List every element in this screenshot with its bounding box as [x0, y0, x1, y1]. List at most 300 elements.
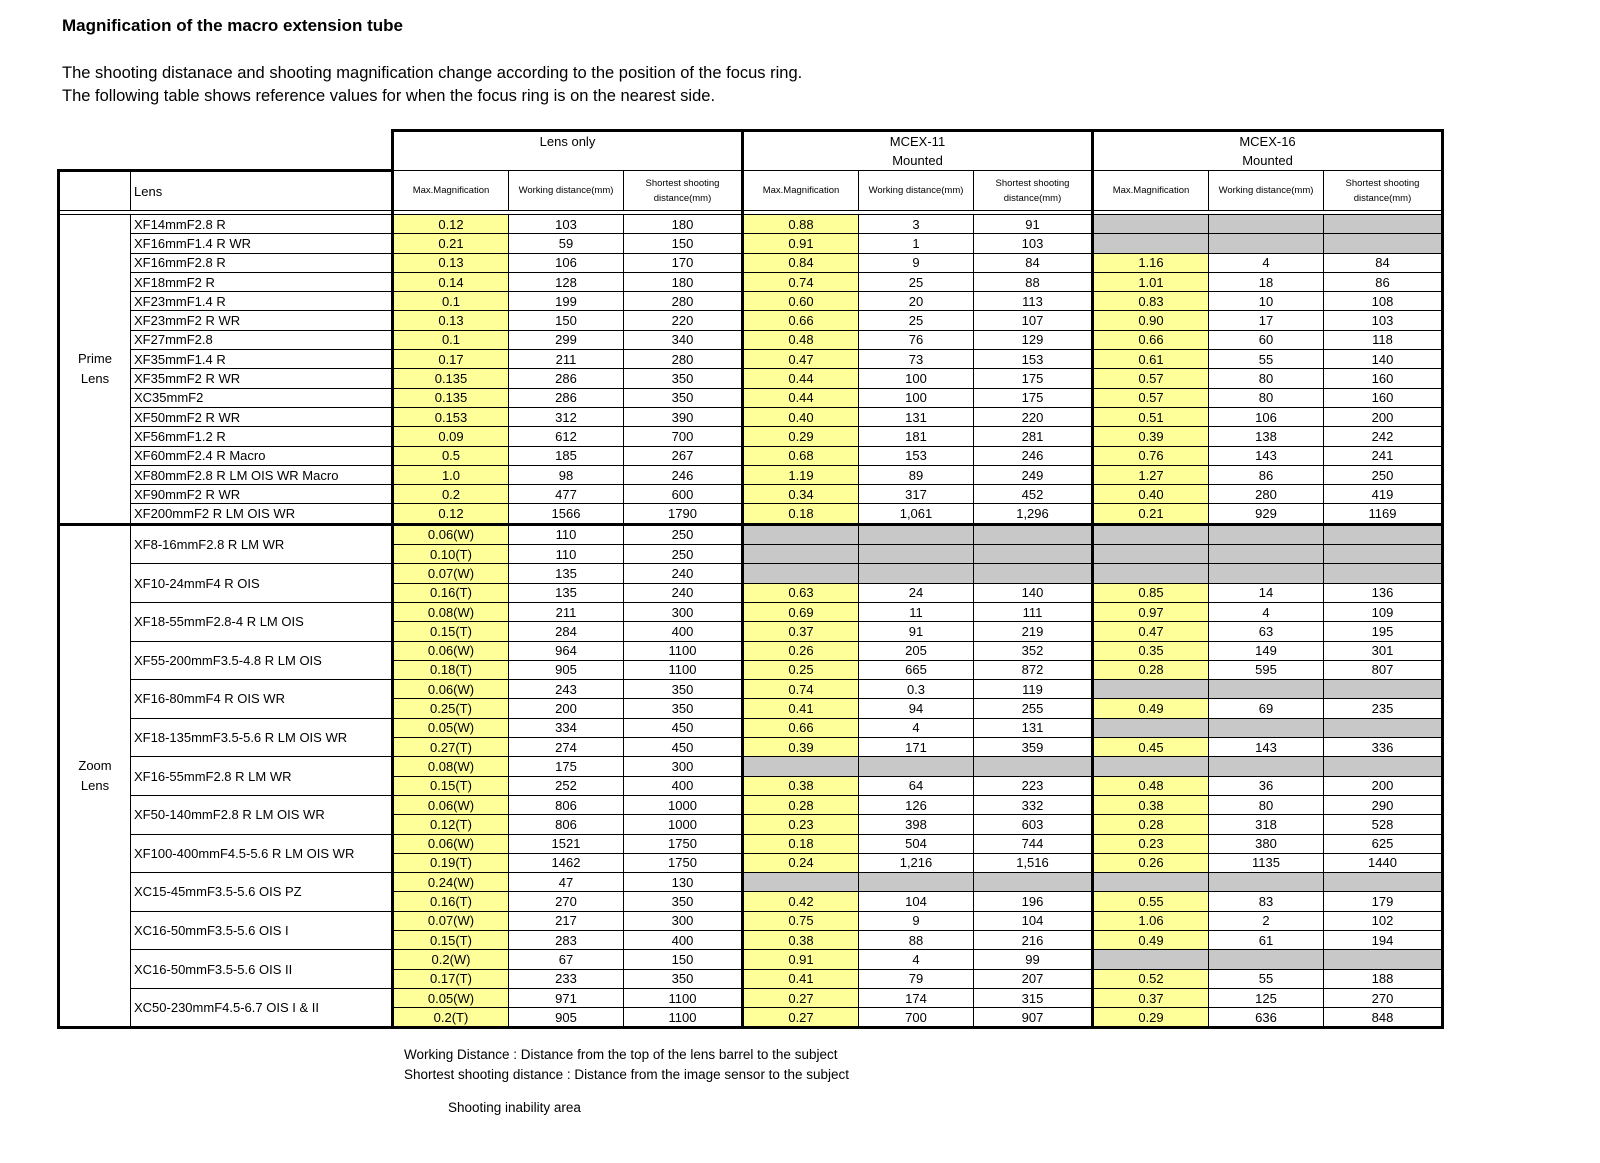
- lens-only-working-distance: 185: [509, 446, 624, 465]
- mcex11-max-mag: 0.44: [743, 369, 859, 388]
- group-header-lens-only: [393, 131, 743, 171]
- lens-only-working-distance: 47: [509, 873, 624, 892]
- mcex11-working-distance: 73: [859, 350, 974, 369]
- lens-only-working-distance: 964: [509, 641, 624, 660]
- lens-only-shortest-distance: 1100: [624, 641, 743, 660]
- mcex16-max-mag: 0.21: [1093, 504, 1209, 524]
- mcex16-working-distance: 280: [1209, 485, 1324, 504]
- mcex16-max-mag: 0.26: [1093, 853, 1209, 872]
- col-header-shortest-distance: Shortest shooting distance(mm): [974, 171, 1093, 211]
- lens-only-max-mag: 0.07(W): [393, 911, 509, 930]
- mcex11-max-mag: 0.27: [743, 1008, 859, 1028]
- group-header-line: Mounted: [892, 153, 943, 168]
- mcex11-max-mag: [743, 564, 859, 583]
- mcex16-max-mag: 0.49: [1093, 930, 1209, 949]
- table-row: [59, 911, 1443, 930]
- mcex16-max-mag: [1093, 873, 1209, 892]
- mcex11-shortest-distance: 84: [974, 253, 1093, 272]
- lens-only-shortest-distance: 150: [624, 950, 743, 969]
- mcex16-shortest-distance: 84: [1324, 253, 1443, 272]
- lens-only-max-mag: 0.08(W): [393, 602, 509, 621]
- mcex16-max-mag: 1.01: [1093, 272, 1209, 291]
- mcex16-max-mag: 1.16: [1093, 253, 1209, 272]
- mcex16-working-distance: 18: [1209, 272, 1324, 291]
- mcex16-shortest-distance: 235: [1324, 699, 1443, 718]
- lens-only-working-distance: 1521: [509, 834, 624, 853]
- mcex16-max-mag: 0.57: [1093, 388, 1209, 407]
- mcex16-shortest-distance: 807: [1324, 660, 1443, 679]
- mcex11-max-mag: 1.19: [743, 465, 859, 484]
- mcex16-working-distance: 106: [1209, 407, 1324, 426]
- table-row: [59, 524, 1443, 544]
- mcex16-shortest-distance: 848: [1324, 1008, 1443, 1028]
- legend-shooting-inability: Shooting inability area: [448, 1100, 581, 1115]
- mcex11-max-mag: 0.48: [743, 330, 859, 349]
- mcex16-shortest-distance: [1324, 757, 1443, 776]
- table-row: [59, 465, 1443, 484]
- mcex16-max-mag: [1093, 564, 1209, 583]
- lens-only-working-distance: 110: [509, 524, 624, 544]
- mcex11-shortest-distance: 207: [974, 969, 1093, 988]
- mcex11-shortest-distance: [974, 564, 1093, 583]
- mcex11-shortest-distance: 249: [974, 465, 1093, 484]
- mcex16-max-mag: 0.90: [1093, 311, 1209, 330]
- mcex11-max-mag: 0.23: [743, 815, 859, 834]
- lens-only-working-distance: 270: [509, 892, 624, 911]
- col-header-max-magnification: Max.Magnification: [1093, 171, 1209, 211]
- mcex16-working-distance: 149: [1209, 641, 1324, 660]
- table-row: [59, 369, 1443, 388]
- mcex16-max-mag: [1093, 680, 1209, 699]
- table-row: [59, 388, 1443, 407]
- lens-only-working-distance: 150: [509, 311, 624, 330]
- lens-only-shortest-distance: 1100: [624, 1008, 743, 1028]
- lens-name: XC16-50mmF3.5-5.6 OIS I: [131, 911, 393, 950]
- lens-only-max-mag: 0.14: [393, 272, 509, 291]
- mcex11-working-distance: 104: [859, 892, 974, 911]
- mcex16-working-distance: 143: [1209, 738, 1324, 757]
- lens-only-shortest-distance: 1790: [624, 504, 743, 524]
- mcex11-max-mag: 0.60: [743, 292, 859, 311]
- mcex16-max-mag: 0.66: [1093, 330, 1209, 349]
- column-header-row: [59, 171, 1443, 211]
- lens-only-max-mag: 0.06(W): [393, 641, 509, 660]
- lens-only-working-distance: 612: [509, 427, 624, 446]
- mcex16-shortest-distance: 242: [1324, 427, 1443, 446]
- mcex11-shortest-distance: 872: [974, 660, 1093, 679]
- lens-only-shortest-distance: 350: [624, 369, 743, 388]
- mcex11-shortest-distance: 131: [974, 718, 1093, 737]
- table-body: [59, 215, 1443, 1028]
- mcex11-shortest-distance: 129: [974, 330, 1093, 349]
- mcex16-working-distance: 36: [1209, 776, 1324, 795]
- table-row: [59, 446, 1443, 465]
- lens-only-working-distance: 128: [509, 272, 624, 291]
- mcex11-working-distance: 4: [859, 718, 974, 737]
- mcex11-max-mag: 0.44: [743, 388, 859, 407]
- lens-only-shortest-distance: 1750: [624, 834, 743, 853]
- mcex11-shortest-distance: [974, 757, 1093, 776]
- col-header-max-magnification: Max.Magnification: [743, 171, 859, 211]
- mcex11-max-mag: 0.74: [743, 272, 859, 291]
- section-label-line: Zoom: [78, 758, 112, 774]
- mcex11-shortest-distance: 281: [974, 427, 1093, 446]
- mcex11-max-mag: 0.39: [743, 738, 859, 757]
- lens-only-max-mag: 0.06(W): [393, 524, 509, 544]
- lens-only-shortest-distance: 267: [624, 446, 743, 465]
- mcex16-shortest-distance: [1324, 524, 1443, 544]
- lens-only-working-distance: 103: [509, 215, 624, 234]
- mcex11-working-distance: 153: [859, 446, 974, 465]
- mcex11-max-mag: 0.68: [743, 446, 859, 465]
- lens-only-max-mag: 0.16(T): [393, 583, 509, 602]
- lens-only-shortest-distance: 350: [624, 892, 743, 911]
- mcex16-shortest-distance: [1324, 873, 1443, 892]
- mcex16-max-mag: 0.47: [1093, 622, 1209, 641]
- mcex16-shortest-distance: 528: [1324, 815, 1443, 834]
- mcex11-shortest-distance: [974, 545, 1093, 564]
- table-row: [59, 215, 1443, 234]
- lens-only-max-mag: 0.135: [393, 388, 509, 407]
- lens-name: XC50-230mmF4.5-6.7 OIS I & II: [131, 988, 393, 1028]
- mcex16-working-distance: [1209, 873, 1324, 892]
- lens-only-working-distance: 274: [509, 738, 624, 757]
- lens-only-shortest-distance: 350: [624, 388, 743, 407]
- lens-only-working-distance: 299: [509, 330, 624, 349]
- lens-only-shortest-distance: 280: [624, 292, 743, 311]
- table-row: [59, 272, 1443, 291]
- lens-only-shortest-distance: 180: [624, 215, 743, 234]
- mcex16-shortest-distance: 86: [1324, 272, 1443, 291]
- mcex11-working-distance: [859, 757, 974, 776]
- intro-line: The shooting distanace and shooting magnification change according to the position of the focus ring.: [62, 64, 803, 82]
- mcex16-shortest-distance: 1169: [1324, 504, 1443, 524]
- mcex16-working-distance: 60: [1209, 330, 1324, 349]
- mcex11-shortest-distance: 175: [974, 369, 1093, 388]
- mcex11-max-mag: 0.47: [743, 350, 859, 369]
- section-label: [59, 524, 131, 1028]
- mcex16-max-mag: 0.57: [1093, 369, 1209, 388]
- mcex16-shortest-distance: 200: [1324, 776, 1443, 795]
- lens-name: XC35mmF2: [131, 388, 393, 407]
- mcex11-max-mag: 0.38: [743, 930, 859, 949]
- table-row: [59, 234, 1443, 253]
- lens-only-working-distance: 211: [509, 350, 624, 369]
- table-row: [59, 757, 1443, 776]
- mcex11-working-distance: 9: [859, 253, 974, 272]
- lens-only-shortest-distance: 220: [624, 311, 743, 330]
- mcex16-working-distance: 55: [1209, 969, 1324, 988]
- lens-only-max-mag: 0.19(T): [393, 853, 509, 872]
- section-label: [59, 215, 131, 525]
- legend-working-distance: Working Distance : Distance from the top of the lens barrel to the subject: [404, 1047, 838, 1062]
- lens-only-working-distance: 806: [509, 795, 624, 814]
- mcex11-shortest-distance: 315: [974, 988, 1093, 1007]
- table-row: [59, 485, 1443, 504]
- mcex16-shortest-distance: 200: [1324, 407, 1443, 426]
- mcex11-max-mag: 0.34: [743, 485, 859, 504]
- lens-only-shortest-distance: 300: [624, 757, 743, 776]
- group-header-line: MCEX-11: [889, 134, 946, 149]
- mcex11-working-distance: 100: [859, 369, 974, 388]
- mcex16-shortest-distance: 118: [1324, 330, 1443, 349]
- mcex16-max-mag: [1093, 524, 1209, 544]
- mcex16-shortest-distance: 108: [1324, 292, 1443, 311]
- lens-only-shortest-distance: 400: [624, 776, 743, 795]
- mcex16-working-distance: 2: [1209, 911, 1324, 930]
- lens-only-working-distance: 1566: [509, 504, 624, 524]
- mcex11-shortest-distance: 223: [974, 776, 1093, 795]
- mcex16-shortest-distance: [1324, 234, 1443, 253]
- lens-only-working-distance: 217: [509, 911, 624, 930]
- table-row: [59, 834, 1443, 853]
- mcex11-max-mag: 0.69: [743, 602, 859, 621]
- section-label-line: Lens: [80, 370, 110, 386]
- table-row: [59, 350, 1443, 369]
- mcex16-working-distance: [1209, 234, 1324, 253]
- mcex11-working-distance: 64: [859, 776, 974, 795]
- mcex16-shortest-distance: 1440: [1324, 853, 1443, 872]
- mcex16-shortest-distance: 160: [1324, 388, 1443, 407]
- mcex16-working-distance: 80: [1209, 388, 1324, 407]
- lens-only-working-distance: 806: [509, 815, 624, 834]
- lens-name: XF18mmF2 R: [131, 272, 393, 291]
- mcex11-shortest-distance: 359: [974, 738, 1093, 757]
- mcex16-shortest-distance: 103: [1324, 311, 1443, 330]
- lens-only-max-mag: 0.15(T): [393, 930, 509, 949]
- table-row: [59, 680, 1443, 699]
- lens-only-max-mag: 0.153: [393, 407, 509, 426]
- lens-only-working-distance: 175: [509, 757, 624, 776]
- magnification-table: [57, 129, 1444, 1029]
- mcex16-max-mag: 0.28: [1093, 815, 1209, 834]
- lens-only-shortest-distance: 1750: [624, 853, 743, 872]
- lens-only-working-distance: 110: [509, 545, 624, 564]
- lens-name: XF18-135mmF3.5-5.6 R LM OIS WR: [131, 718, 393, 757]
- mcex11-shortest-distance: 88: [974, 272, 1093, 291]
- mcex11-working-distance: 665: [859, 660, 974, 679]
- mcex11-shortest-distance: 332: [974, 795, 1093, 814]
- group-header-row: [59, 131, 1443, 171]
- mcex11-working-distance: 79: [859, 969, 974, 988]
- mcex11-working-distance: 25: [859, 272, 974, 291]
- mcex16-shortest-distance: 250: [1324, 465, 1443, 484]
- lens-name: XF23mmF1.4 R: [131, 292, 393, 311]
- mcex11-working-distance: [859, 564, 974, 583]
- mcex11-shortest-distance: 140: [974, 583, 1093, 602]
- mcex11-shortest-distance: 452: [974, 485, 1093, 504]
- mcex11-working-distance: 24: [859, 583, 974, 602]
- mcex11-max-mag: 0.26: [743, 641, 859, 660]
- mcex11-shortest-distance: 119: [974, 680, 1093, 699]
- mcex16-shortest-distance: 241: [1324, 446, 1443, 465]
- mcex16-max-mag: [1093, 215, 1209, 234]
- lens-only-working-distance: 67: [509, 950, 624, 969]
- mcex11-working-distance: 88: [859, 930, 974, 949]
- mcex11-working-distance: 317: [859, 485, 974, 504]
- mcex11-working-distance: 0.3: [859, 680, 974, 699]
- mcex11-working-distance: 131: [859, 407, 974, 426]
- mcex11-working-distance: 1: [859, 234, 974, 253]
- mcex11-working-distance: 94: [859, 699, 974, 718]
- lens-only-max-mag: 0.17: [393, 350, 509, 369]
- mcex11-max-mag: 0.63: [743, 583, 859, 602]
- mcex16-working-distance: 80: [1209, 795, 1324, 814]
- mcex16-shortest-distance: 625: [1324, 834, 1443, 853]
- mcex16-max-mag: 0.55: [1093, 892, 1209, 911]
- lens-only-working-distance: 59: [509, 234, 624, 253]
- lens-only-working-distance: 200: [509, 699, 624, 718]
- group-header-line: MCEX-16: [1239, 134, 1296, 149]
- lens-only-max-mag: 0.2(T): [393, 1008, 509, 1028]
- lens-only-shortest-distance: 350: [624, 969, 743, 988]
- table-row: [59, 641, 1443, 660]
- mcex11-working-distance: [859, 524, 974, 544]
- mcex16-working-distance: 929: [1209, 504, 1324, 524]
- mcex16-shortest-distance: 419: [1324, 485, 1443, 504]
- mcex16-working-distance: 318: [1209, 815, 1324, 834]
- mcex16-shortest-distance: 270: [1324, 988, 1443, 1007]
- lens-only-shortest-distance: 250: [624, 524, 743, 544]
- mcex16-working-distance: [1209, 757, 1324, 776]
- lens-only-working-distance: 283: [509, 930, 624, 949]
- mcex16-max-mag: [1093, 545, 1209, 564]
- mcex16-max-mag: [1093, 234, 1209, 253]
- lens-only-shortest-distance: 170: [624, 253, 743, 272]
- lens-only-working-distance: 1462: [509, 853, 624, 872]
- mcex11-shortest-distance: 111: [974, 602, 1093, 621]
- mcex11-working-distance: 504: [859, 834, 974, 853]
- mcex16-max-mag: 0.40: [1093, 485, 1209, 504]
- mcex11-max-mag: 0.41: [743, 699, 859, 718]
- table-row: [59, 292, 1443, 311]
- lens-only-shortest-distance: 130: [624, 873, 743, 892]
- lens-name: XF60mmF2.4 R Macro: [131, 446, 393, 465]
- mcex11-shortest-distance: 153: [974, 350, 1093, 369]
- lens-only-max-mag: 0.12: [393, 504, 509, 524]
- lens-name: XF55-200mmF3.5-4.8 R LM OIS: [131, 641, 393, 680]
- legend-shortest-distance: Shortest shooting distance : Distance from the image sensor to the subject: [404, 1067, 849, 1082]
- mcex16-max-mag: 0.76: [1093, 446, 1209, 465]
- lens-only-max-mag: 0.135: [393, 369, 509, 388]
- lens-column-header: Lens: [131, 171, 393, 211]
- lens-name: XF90mmF2 R WR: [131, 485, 393, 504]
- mcex16-working-distance: 4: [1209, 602, 1324, 621]
- col-header-working-distance: Working distance(mm): [1209, 171, 1324, 211]
- mcex16-working-distance: [1209, 680, 1324, 699]
- mcex11-max-mag: 0.28: [743, 795, 859, 814]
- mcex16-max-mag: 0.35: [1093, 641, 1209, 660]
- mcex16-max-mag: 0.29: [1093, 1008, 1209, 1028]
- mcex11-shortest-distance: [974, 873, 1093, 892]
- mcex11-working-distance: 181: [859, 427, 974, 446]
- mcex11-shortest-distance: 352: [974, 641, 1093, 660]
- lens-name: XF80mmF2.8 R LM OIS WR Macro: [131, 465, 393, 484]
- mcex11-shortest-distance: 1,296: [974, 504, 1093, 524]
- mcex11-shortest-distance: [974, 524, 1093, 544]
- mcex16-max-mag: [1093, 757, 1209, 776]
- lens-only-shortest-distance: 300: [624, 911, 743, 930]
- mcex11-working-distance: 205: [859, 641, 974, 660]
- table-row: [59, 564, 1443, 583]
- mcex11-working-distance: 700: [859, 1008, 974, 1028]
- lens-name: XF35mmF2 R WR: [131, 369, 393, 388]
- document-title: Magnification of the macro extension tube: [62, 16, 403, 35]
- mcex11-max-mag: 0.88: [743, 215, 859, 234]
- mcex11-shortest-distance: 220: [974, 407, 1093, 426]
- lens-only-max-mag: 0.17(T): [393, 969, 509, 988]
- mcex16-max-mag: 0.38: [1093, 795, 1209, 814]
- mcex16-max-mag: 1.27: [1093, 465, 1209, 484]
- lens-only-working-distance: 252: [509, 776, 624, 795]
- lens-name: XC15-45mmF3.5-5.6 OIS PZ: [131, 873, 393, 912]
- mcex11-max-mag: 0.25: [743, 660, 859, 679]
- mcex16-shortest-distance: 136: [1324, 583, 1443, 602]
- lens-only-working-distance: 286: [509, 388, 624, 407]
- lens-only-shortest-distance: 700: [624, 427, 743, 446]
- table-row: [59, 504, 1443, 524]
- mcex11-working-distance: 174: [859, 988, 974, 1007]
- mcex16-working-distance: 125: [1209, 988, 1324, 1007]
- lens-only-max-mag: 0.2(W): [393, 950, 509, 969]
- mcex11-shortest-distance: 255: [974, 699, 1093, 718]
- mcex11-shortest-distance: 99: [974, 950, 1093, 969]
- lens-only-shortest-distance: 1000: [624, 815, 743, 834]
- mcex16-max-mag: 0.61: [1093, 350, 1209, 369]
- mcex11-shortest-distance: 603: [974, 815, 1093, 834]
- mcex16-max-mag: 0.97: [1093, 602, 1209, 621]
- mcex11-max-mag: 0.38: [743, 776, 859, 795]
- lens-only-shortest-distance: 280: [624, 350, 743, 369]
- mcex11-shortest-distance: 1,516: [974, 853, 1093, 872]
- mcex16-working-distance: 61: [1209, 930, 1324, 949]
- table-row: [59, 330, 1443, 349]
- lens-only-shortest-distance: 340: [624, 330, 743, 349]
- lens-only-working-distance: 312: [509, 407, 624, 426]
- mcex11-working-distance: 76: [859, 330, 974, 349]
- lens-name: XF56mmF1.2 R: [131, 427, 393, 446]
- mcex11-working-distance: [859, 873, 974, 892]
- mcex11-max-mag: 0.66: [743, 718, 859, 737]
- col-header-working-distance: Working distance(mm): [859, 171, 974, 211]
- mcex16-shortest-distance: 290: [1324, 795, 1443, 814]
- mcex11-working-distance: 1,216: [859, 853, 974, 872]
- mcex16-max-mag: 0.45: [1093, 738, 1209, 757]
- lens-name: XF100-400mmF4.5-5.6 R LM OIS WR: [131, 834, 393, 873]
- mcex16-max-mag: 0.85: [1093, 583, 1209, 602]
- mcex11-shortest-distance: 219: [974, 622, 1093, 641]
- mcex16-max-mag: [1093, 950, 1209, 969]
- mcex11-max-mag: 0.40: [743, 407, 859, 426]
- mcex11-shortest-distance: 91: [974, 215, 1093, 234]
- mcex16-max-mag: 0.51: [1093, 407, 1209, 426]
- mcex11-working-distance: 4: [859, 950, 974, 969]
- mcex11-max-mag: 0.84: [743, 253, 859, 272]
- lens-name: XC16-50mmF3.5-5.6 OIS II: [131, 950, 393, 989]
- lens-only-max-mag: 1.0: [393, 465, 509, 484]
- mcex16-working-distance: 86: [1209, 465, 1324, 484]
- lens-only-working-distance: 98: [509, 465, 624, 484]
- mcex11-working-distance: 398: [859, 815, 974, 834]
- mcex11-max-mag: 0.91: [743, 950, 859, 969]
- section-label-line: Lens: [80, 778, 110, 794]
- mcex16-shortest-distance: 179: [1324, 892, 1443, 911]
- lens-only-working-distance: 971: [509, 988, 624, 1007]
- mcex11-max-mag: 0.41: [743, 969, 859, 988]
- lens-only-shortest-distance: 240: [624, 564, 743, 583]
- mcex16-working-distance: 1135: [1209, 853, 1324, 872]
- lens-only-working-distance: 211: [509, 602, 624, 621]
